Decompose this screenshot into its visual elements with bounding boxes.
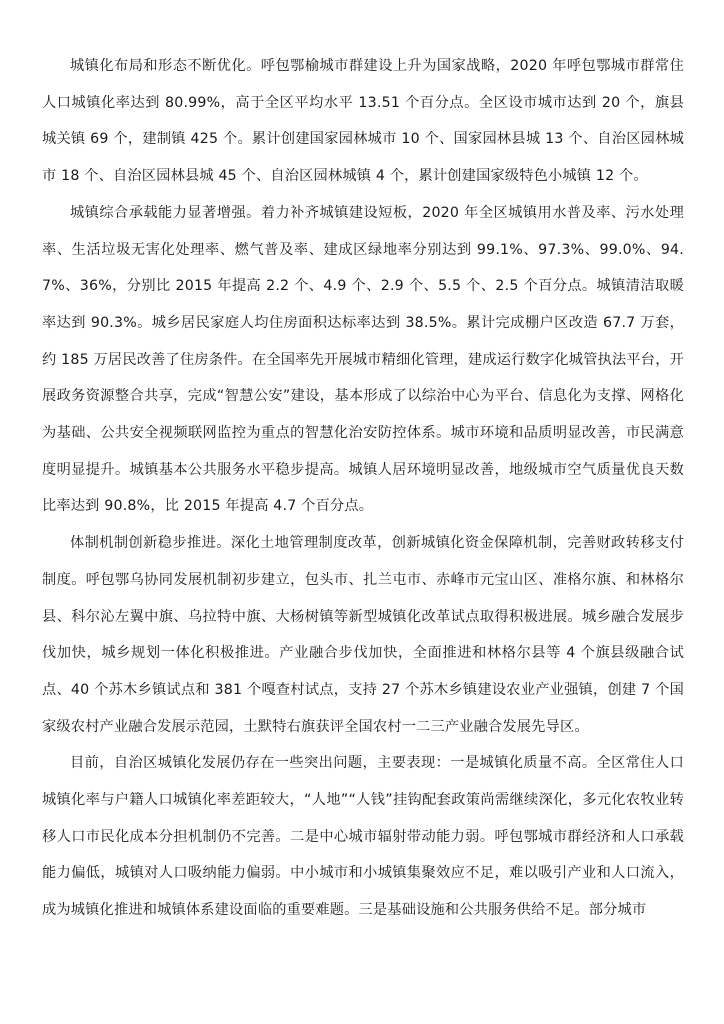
paragraph-institutional-reform: 体制机制创新稳步推进。深化土地管理制度改革，创新城镇化资金保障机制，完善财政转移支付制度。呼包鄂乌协同发展机制初步建立，包头市、扎兰屯市、赤峰市元宝山区、准格尔旗、和林格尔县、科尔沁左翼中旗、乌拉特中旗、大杨树镇等新型城镇化改革试点取得积极进展。城乡融合发展步伐加快，城乡规划一体化积极推进。产业融合步伐加快，全面推进和林格尔县等 4 个旗县级融合试点、40 个苏木乡镇试点和 381 个嘎查村试点，支持 27 个苏木乡镇建设农业产业强镇，创建 7 个国家级农村产业融合发展示范园，土默特右旗获评全国农村一二三产业融合发展先导区。 [42,535,684,735]
paragraph-urbanization-layout: 城镇化布局和形态不断优化。呼包鄂榆城市群建设上升为国家战略，2020 年呼包鄂城市群常住人口城镇化率达到 80.99%，高于全区平均水平 13.51 个百分点。全区设市城市达到 20 个，旗县城关镇 69 个，建制镇 425 个。累计创建国家园林城市 10 个、国家园林县城 13 个、自治区园林城市 18 个、自治区园林县城 45 个、自治区园林城镇 4 个，累计创建国家级特色小城镇 12 个。 [42,58,684,185]
document-body [42,48,684,929]
paragraph-current-problems: 目前，自治区城镇化发展仍存在一些突出问题，主要表现：一是城镇化质量不高。全区常住人口城镇化率与户籍人口城镇化率差距较大，“人地”“人钱”挂钩配套政策尚需继续深化，多元化农牧业转移人口市民化成本分担机制仍不完善。二是中心城市辐射带动能力弱。呼包鄂城市群经济和人口承载能力偏低，城镇对人口吸纳能力偏弱。中小城市和小城镇集聚效应不足，难以吸引产业和人口流入，成为城镇化推进和城镇体系建设面临的重要难题。三是基础设施和公共服务供给不足。部分城市 [42,755,684,919]
paragraph-carrying-capacity: 城镇综合承载能力显著增强。着力补齐城镇建设短板，2020 年全区城镇用水普及率、污水处理率、生活垃圾无害化处理率、燃气普及率、建成区绿地率分别达到 99.1%、97.3%、99.0%、94.7%、36%，分别比 2015 年提高 2.2 个、4.9 个、2.9 个、5.5 个、2.5 个百分点。城镇清洁取暖率达到 90.3%。城乡居民家庭人均住房面积达标率达到 38.5%。累计完成棚户区改造 67.7 万套，约 185 万居民改善了住房条件。在全国率先开展城市精细化管理，建成运行数字化城管执法平台，开展政务资源整合共享，完成“智慧公安”建设，基本形成了以综治中心为平台、信息化为支撑、网格化为基础、公共安全视频联网监控为重点的智慧化治安防控体系。城市环境和品质明显改善，市民满意度明显提升。城镇基本公共服务水平稳步提高。城镇人居环境明显改善，地级城市空气质量优良天数比率达到 90.8%，比 2015 年提高 4.7 个百分点。 [42,204,684,515]
